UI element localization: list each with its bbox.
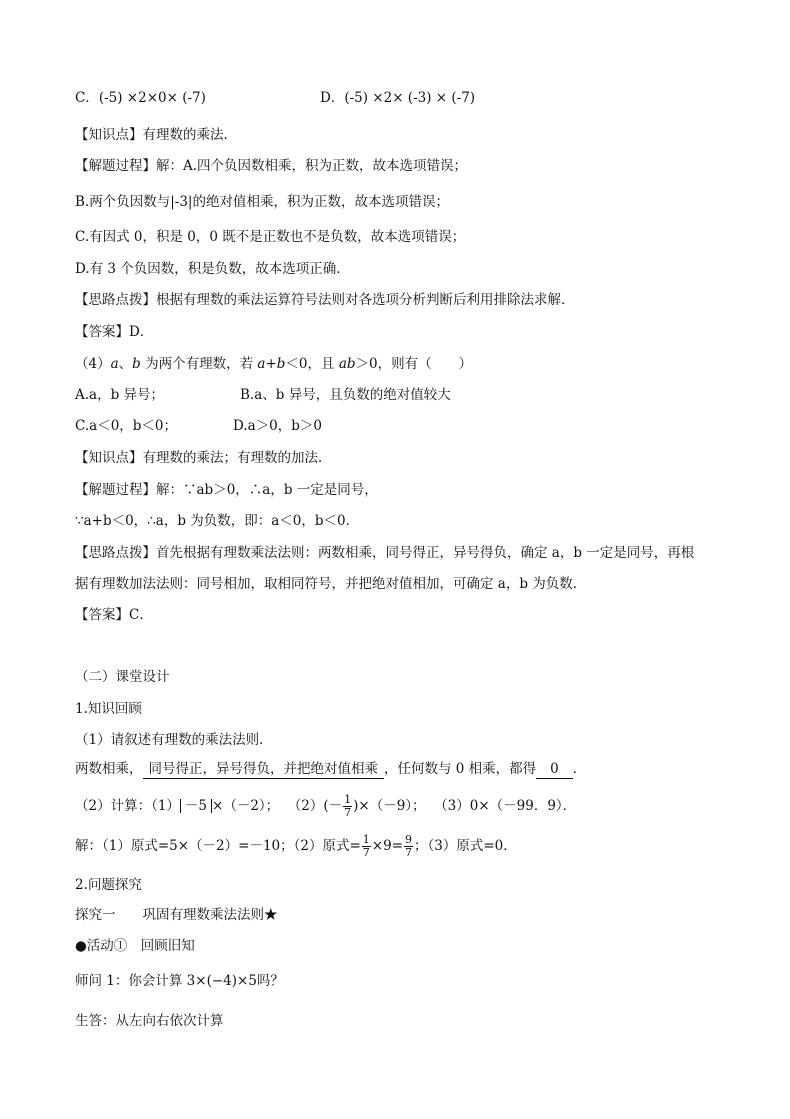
q4-options-row-2 (75, 417, 323, 435)
q3-options-row (75, 89, 476, 107)
q4-hint-2: 据有理数加法法则：同号相加，取相同符号，并把绝对值相加，可确定 a，b 为负数． (75, 576, 587, 592)
q3-process-4: D.有 3 个负因数，积是负数，故本选项正确． (75, 261, 350, 277)
q4-option-d: D.a＞0，b＞0 (233, 418, 323, 434)
solution-middle: ×9= (371, 838, 403, 854)
solution-end: ；（3）原式=0． (414, 838, 517, 854)
teacher-question: 师问 1：你会计算 3×(−4)×5吗？ (75, 973, 284, 989)
q3-process-2: B.两个负因数与|-3|的绝对值相乘，积为正数，故本选项错误； (75, 194, 449, 210)
q4-var-a: a (110, 356, 119, 372)
q3-option-c: C．(-5) ×2×0× (-7) (75, 90, 206, 106)
solution-fraction-b-denominator: 7 (405, 846, 412, 859)
q3-hint: 【思路点拨】根据有理数的乘法运算符号法则对各选项分析判断后利用排除法求解． (75, 292, 575, 308)
rule-prefix: 两数相乘， (75, 761, 143, 777)
q4-hint-1: 【思路点拨】首先根据有理数乘法法则：两数相乘，同号得正，异号得负，确定 a，b 一定是同号，再根 (75, 545, 695, 561)
q4-cond-gt0: ＞0，则有（ ） (355, 356, 473, 372)
solution-fraction-b (404, 834, 413, 859)
rule-blank-answer: 同号得正，异号得负，并把绝对值相乘 (143, 760, 385, 779)
solution-fraction-a-denominator: 7 (362, 846, 370, 859)
q4-var-b: b (132, 356, 141, 372)
activity-one: ●活动① 回顾旧知 (75, 938, 195, 954)
rule-middle: ，任何数与 0 相乘，都得 (384, 761, 537, 777)
calc-fraction-numerator: 1 (344, 793, 352, 806)
q4-stem (75, 355, 472, 373)
q4-knowledge: 【知识点】有理数的乘法；有理数的加法． (75, 450, 332, 466)
q4-answer: 【答案】C． (75, 607, 153, 623)
rule-blank-zero: 0 (536, 760, 573, 779)
q4-option-b: B.a、b 异号，且负数的绝对值较大 (240, 387, 451, 403)
calc-fraction (343, 794, 352, 819)
q4-process-1: 【解题过程】解：∵ab＞0，∴a，b 一定是同号， (75, 482, 378, 498)
solution-fraction-a-numerator: 1 (362, 833, 370, 846)
calc-3: （3）0×（－99．9）． (434, 798, 577, 814)
q3-process-1: 【解题过程】解：A.四个负因数相乘，积为正数，故本选项错误； (75, 158, 468, 174)
calc-2-prefix: （2）(－ (287, 798, 343, 814)
q4-cond-product: ab (338, 356, 356, 372)
q4-option-c: C.a＜0，b＜0； (75, 418, 178, 434)
calc-2-suffix: )×（－9）； (353, 798, 426, 814)
calc-question (75, 794, 576, 819)
review-question-1: （1）请叙述有理数的乘法法则． (75, 732, 273, 748)
q4-stem-mid: 为两个有理数，若 (140, 356, 258, 372)
calc-1-rest: ×（－2）； (212, 798, 280, 814)
solution-fraction-a (362, 834, 371, 859)
solution-fraction-b-numerator: 9 (405, 833, 412, 846)
exploration-one: 探究一 巩固有理数乘法法则★ (75, 907, 278, 923)
q4-sep: 、 (118, 356, 133, 372)
calc-fraction-denominator: 7 (344, 806, 352, 819)
calc-label: （2）计算：（1） (75, 798, 180, 814)
q4-stem-number: （4） (75, 356, 111, 372)
q4-process-2: ∵a+b＜0，∴a，b 为负数，即：a＜0，b＜0． (75, 513, 360, 529)
q4-options-row-1 (75, 386, 451, 404)
solution-prefix: 解：（1）原式=5×（－2）=－10；（2）原式= (75, 838, 361, 854)
subsection-problem-exploration: 2.问题探究 (75, 877, 142, 893)
student-answer: 生答：从左向右依次计算 (75, 1013, 224, 1029)
q4-cond-sum: a+b (257, 356, 286, 372)
subsection-knowledge-review: 1.知识回顾 (75, 701, 142, 717)
calc-solution (75, 834, 517, 859)
q4-cond-lt0: ＜0，且 (285, 356, 339, 372)
q3-process-3: C.有因式 0，积是 0，0 既不是正数也不是负数，故本选项错误； (75, 229, 466, 245)
q3-knowledge: 【知识点】有理数的乘法． (75, 127, 237, 143)
section-heading: （二）课堂设计 (75, 669, 170, 685)
q3-answer: 【答案】D． (75, 324, 154, 340)
q4-option-a: A.a，b 异号； (75, 387, 165, 403)
q3-option-d: D．(-5) ×2× (-3) × (-7) (320, 90, 476, 106)
multiplication-rule (75, 760, 586, 779)
rule-end: ． (572, 761, 587, 777)
calc-absolute-value: －5 (180, 799, 212, 813)
